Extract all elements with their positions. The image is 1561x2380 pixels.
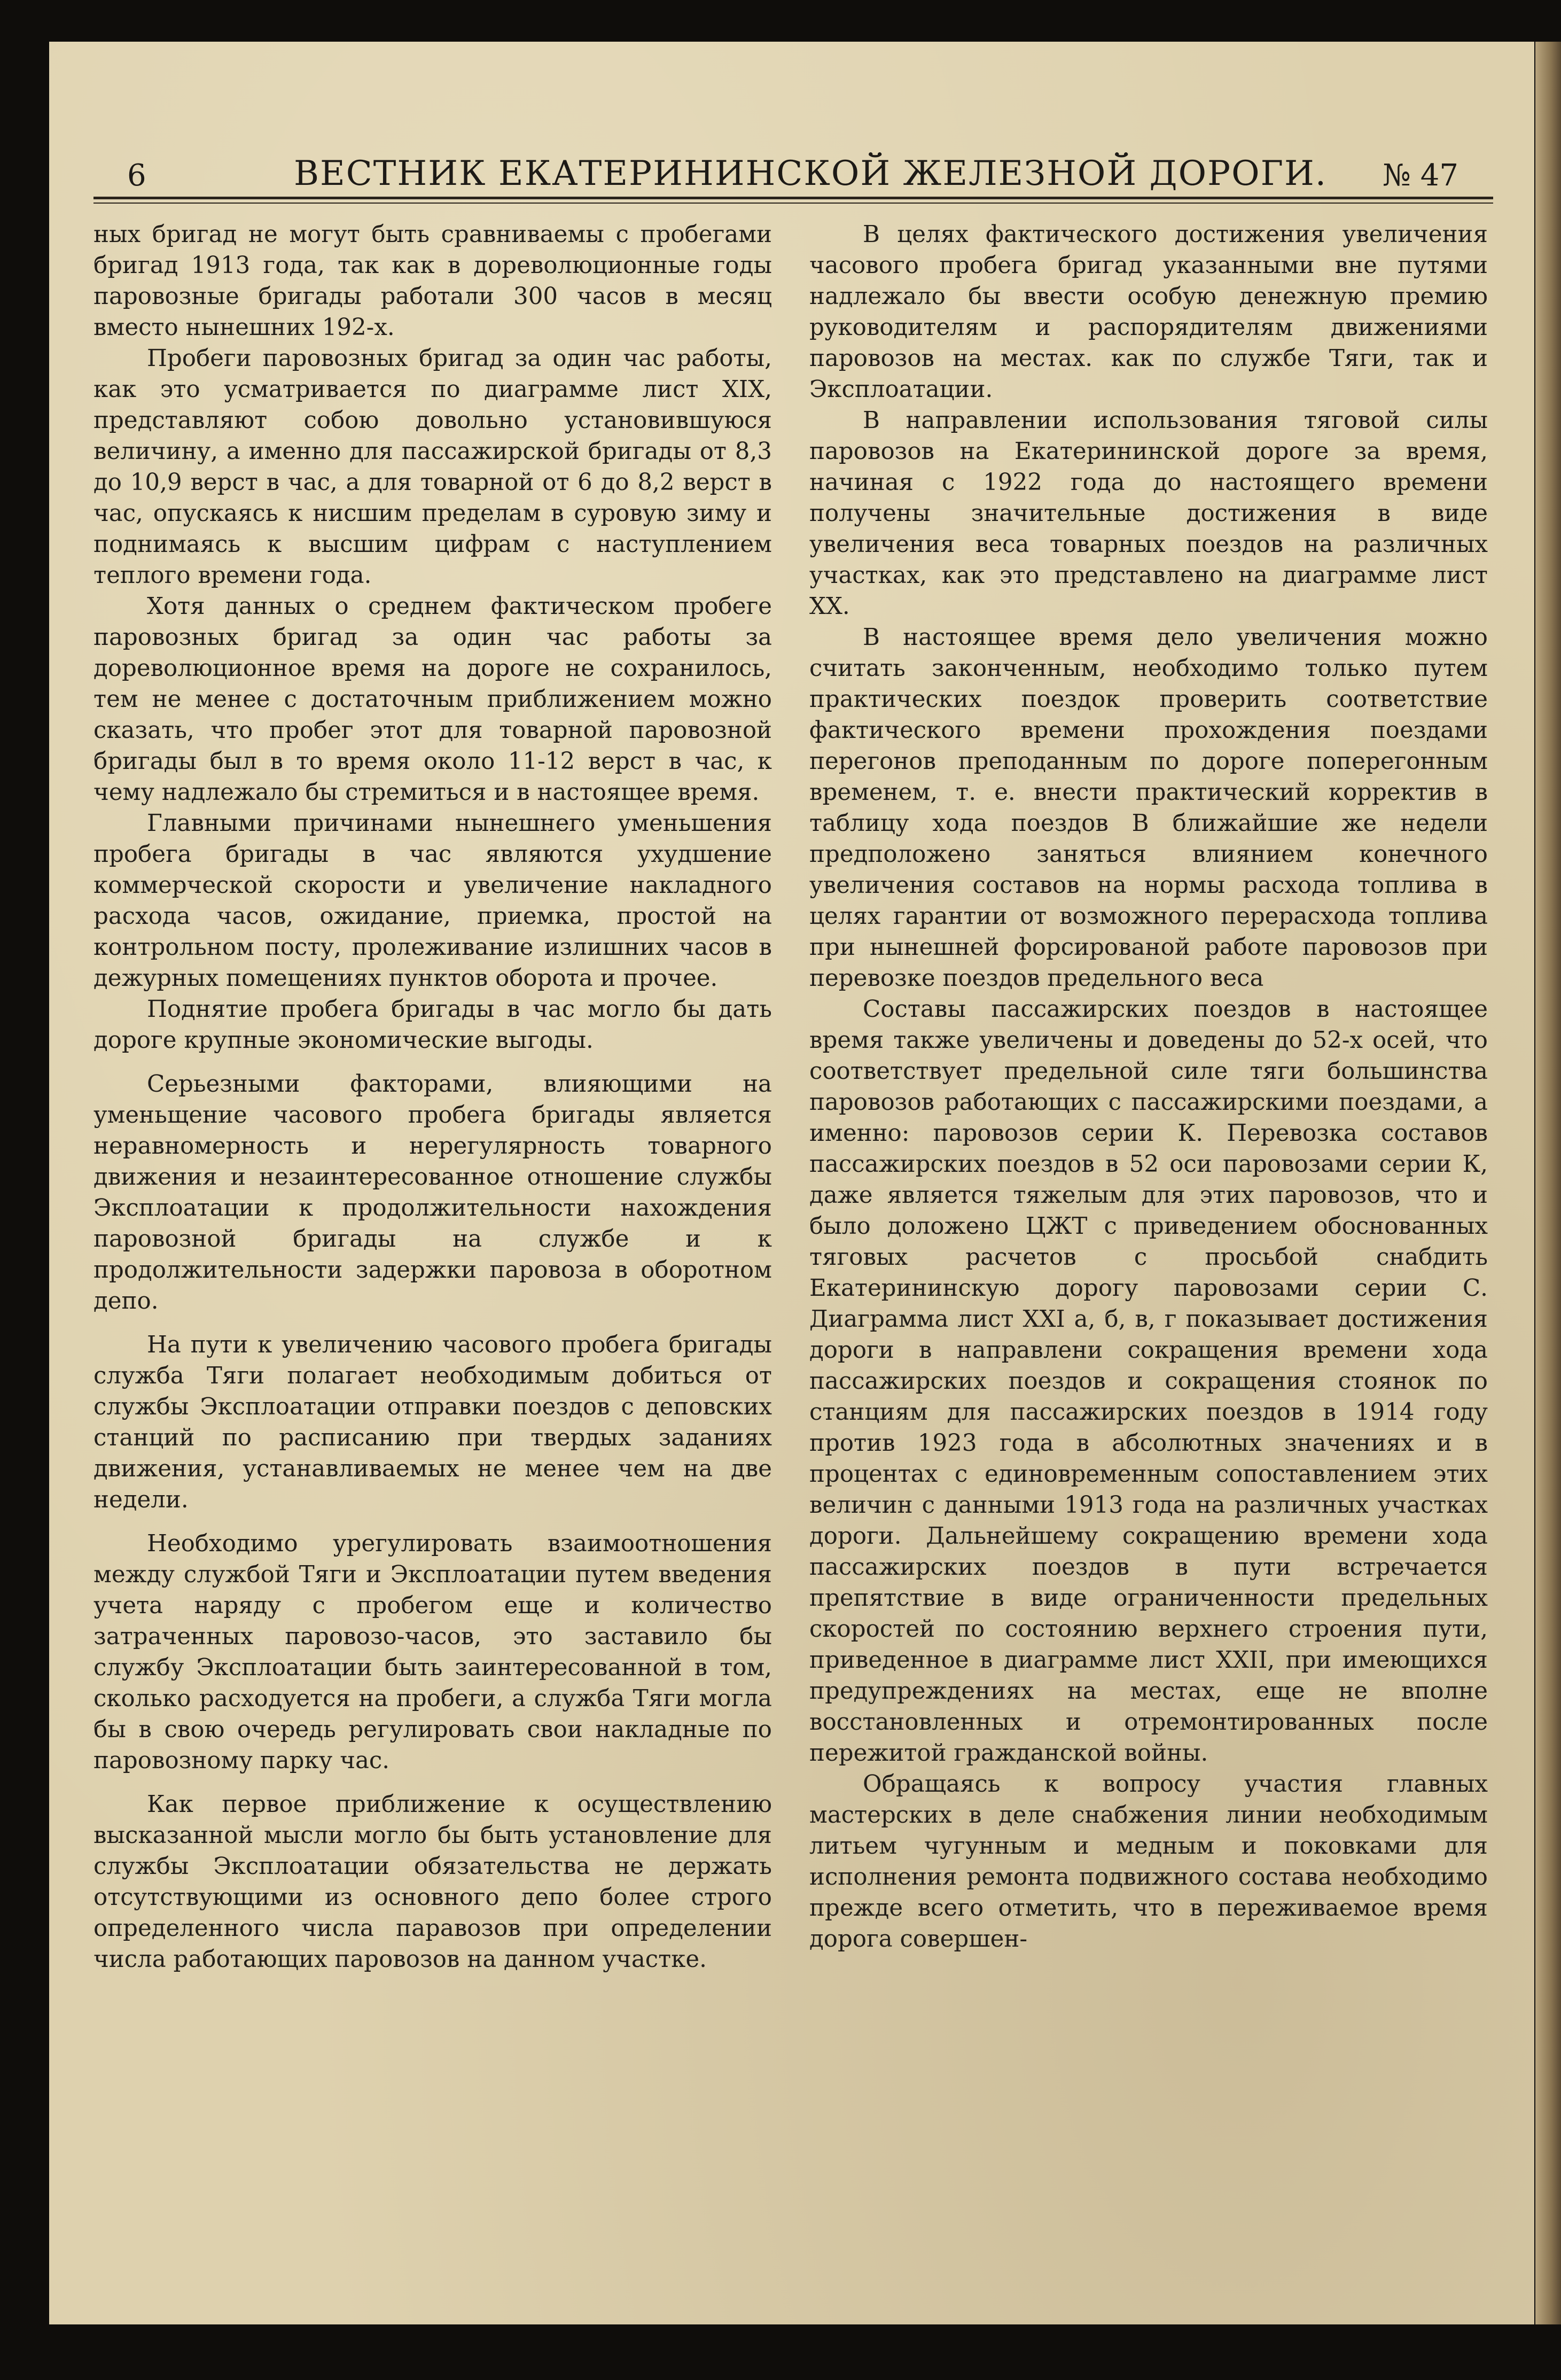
publication-title: ВЕСТНИК ЕКАТЕРИНИНСКОЙ ЖЕЛЕЗНОЙ ДОРОГИ.: [294, 154, 1328, 193]
page-number: 6: [127, 158, 146, 193]
paragraph: ных бригад не могут быть сравниваемы с пробегами бригад 1913 года, так как в дореволюционные годы паровозные бригады работали 300 часов в месяц вместо нынешних 192-х.: [93, 221, 772, 341]
paragraph: Хотя данных о среднем фактическом пробеге паровозных бригад за один час работы за дореволюционное время на дороге не сохранилось, тем не менее с достаточным приближением можно сказать, что пробег этот для товарной паровозной бригады был в то время около 11-12 верст в час, к чему надлежало бы стремиться и в настоящее время.: [93, 593, 772, 806]
paragraph: Как первое приближение к осуществлению высказанной мысли могло бы быть установление для службы Эксплоатации обязательства не держать отсутствующими из основного депо более строго определенного числа паравозов при определении числа работающих паровозов на данном участке.: [93, 1791, 772, 1973]
page-header: [80, 149, 1496, 197]
paragraph: На пути к увеличению часового пробега бригады служба Тяги полагает необходимым добиться от службы Эксплоатации отправки поездов с деповских станций по расписанию при твердых заданиях движения, устанавливаемых не менее чем на две недели.: [93, 1332, 772, 1513]
left-column: [93, 219, 772, 1975]
paragraph: Серьезными факторами, влияющими на уменьщение часового пробега бригады является неравномерность и нерегулярность товарного движения и незаинтересованное отношение службы Эксплоатации к продолжительности нахождения паровозной бригады на службе и к продолжительности задержки паровоза в оборотном депо.: [93, 1071, 772, 1315]
paragraph: Составы пассажирских поездов в настоящее время также увеличены и доведены до 52-х осей, что соответствует предельной силе тяги большинства паровозов работающих с пассажирскими поездами, а именно: паровозов серии К. Перевозка составов пассажирских поездов в 52 оси паровозами серии К, даже является тяжелым для этих паровозов, что и было доложено ЦЖТ с приведением обоснованных тяговых расчетов с просьбой снабдить Екатерининскую дорогу паровозами серии С. Диаграмма лист XXI а, б, в, г показывает достижения дороги в направлени сокращения времени хода пассажирских поездов и сокращения стоянок по станциям для пассажирских поездов в 1914 году против 1923 года в абсолютных значениях и в процентах с единовременным сопоставлением этих величин с данными 1913 года на различных участках дороги. Дальнейшему сокращению времени хода пассажирских поездов в пути встречается препятствие в виде ограниченности предельных скоростей по состоянию верхнего строения пути, приведенное в диаграмме лист XXII, при имеющихся предупреждениях на местах, еще не вполне восстановленных и отремонтированных после пережитой гражданской войны.: [809, 996, 1488, 1767]
header-rule: [93, 197, 1493, 204]
paragraph: Главными причинами нынешнего уменьшения пробега бригады в час являются ухудшение коммерческой скорости и увеличение накладного расхода часов, ожидание, приемка, простой на контрольном посту, пролеживание излишних часов в дежурных помещениях пунктов оборота и прочее.: [93, 810, 772, 992]
paragraph: В направлении использования тяговой силы паровозов на Екатерининской дороге за время, начиная с 1922 года до настоящего времени получены значительные достижения в виде увеличения веса товарных поездов на различных участках, как это представлено на диаграмме лист XX.: [809, 407, 1488, 620]
paragraph: В настоящее время дело увеличения можно считать законченным, необходимо только путем практических поездок проверить соответствие фактического времени прохождения поездами перегонов преподанным по дороге поперегонным временем, т. е. внести практический корректив в таблицу хода поездов В ближайшие же недели предположено заняться влиянием конечного увеличения составов на нормы расхода топлива в целях гарантии от возможного перерасхода топлива при нынешней форсированой работе паровозов при перевозке поездов предельного веса: [809, 624, 1488, 992]
paragraph: Необходимо урегулировать взаимоотношения между службой Тяги и Эксплоатации путем введения учета наряду с пробегом еще и количество затраченных паровозо-часов, это заставило бы службу Эксплоатации быть заинтересованной в том, сколько расходуется на пробеги, а служба Тяги могла бы в свою очередь регулировать свои накладные по паровозному парку час.: [93, 1530, 772, 1774]
paragraph: Поднятие пробега бригады в час могло бы дать дороге крупные экономические выгоды.: [93, 996, 772, 1054]
paragraph: Обращаясь к вопросу участия главных мастерских в деле снабжения линии необходимым литьем чугунным и медным и поковками для исполнения ремонта подвижного состава необходимо прежде всего отметить, что в переживаемое время дорога совершен-: [809, 1771, 1488, 1953]
paragraph: В целях фактического достижения увеличения часового пробега бригад указанными вне путями надлежало бы ввести особую денежную премию руководителям и распорядителям движениями паровозов на местах. как по службе Тяги, так и Эксплоатации.: [809, 221, 1488, 403]
issue-number: № 47: [1382, 158, 1458, 193]
right-column: [809, 219, 1488, 1955]
page-edge: [1535, 42, 1561, 2324]
paragraph: Пробеги паровозных бригад за один час работы, как это усматривается по диаграмме лист XIX, представляют собою довольно установившуюся величину, а именно для пассажирской бригады от 8,3 до 10,9 верст в час, а для товарной от 6 до 8,2 верст в час, опускаясь к нисшим пределам в суровую зиму и поднимаясь к высшим цифрам с наступлением теплого времени года.: [93, 345, 772, 589]
